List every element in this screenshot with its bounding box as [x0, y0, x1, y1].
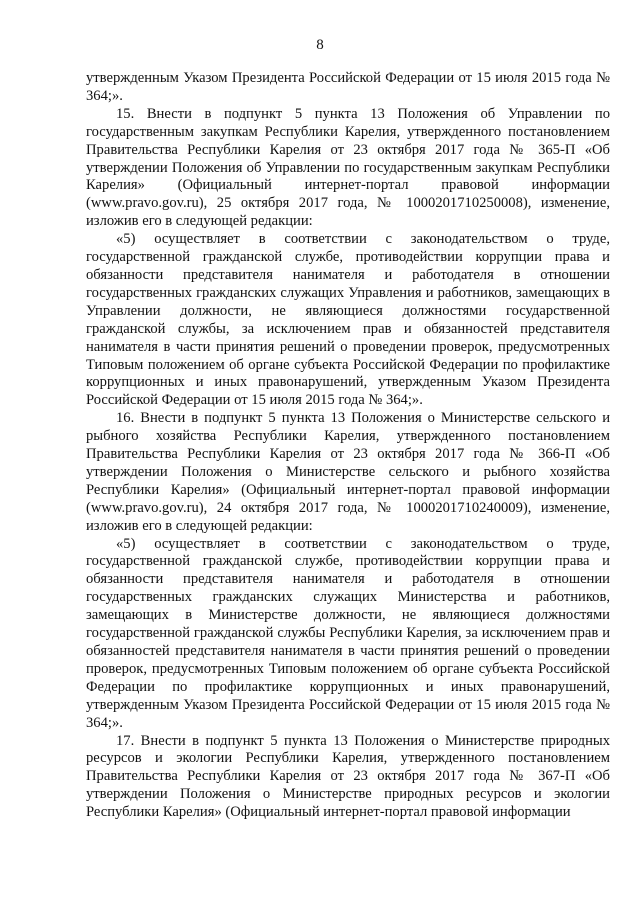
paragraph-item-16-amendment: «5) осуществляет в соответствии с законодательством о труде, государственной гражданской службе, противодействии коррупции права и обязанности представителя нанимателя и работодателя в отношении государственных гражданских служащих Министерства и работников, замещающих в Министерстве должности, не являющиеся должностями государственной гражданской службы Республики Карелия, за исключением прав и обязанностей представителя нанимателя в части принятия решений о проведении проверок, предусмотренных Типовым положением об органе субъекта Российской Федерации по профилактике коррупционных и иных правонарушений, утвержденным Указом Президента Российской Федерации от 15 июля 2015 года № 364;».: [86, 535, 610, 731]
page-number: 8: [316, 37, 324, 53]
paragraph-item-15: 15. Внести в подпункт 5 пункта 13 Положения об Управлении по государственным закупкам Республики Карелия, утвержденного постановлением Правительства Республики Карелия от 23 октября 2017 года № 365-П «Об утверждении Положения об Управлении по государственным закупкам Республики Карелия» (Официальный интернет-портал правовой информации (www.pravo.gov.ru), 25 октября 2017 года, № 1000201710250008), изменение, изложив его в следующей редакции:: [86, 105, 610, 230]
paragraph-item-16: 16. Внести в подпункт 5 пункта 13 Положения о Министерстве сельского и рыбного хозяйства Республики Карелия, утвержденного постановлением Правительства Республики Карелия от 23 октября 2017 года № 366-П «Об утверждении Положения о Министерстве сельского и рыбного хозяйства Республики Карелия» (Официальный интернет-портал правовой информации (www.pravo.gov.ru), 24 октября 2017 года, № 1000201710240009), изменение, изложив его в следующей редакции:: [86, 410, 610, 534]
paragraph-item-17: 17. Внести в подпункт 5 пункта 13 Положения о Министерстве природных ресурсов и экологии Республики Карелия, утвержденного постановлением Правительства Республики Карелия от 23 октября 2017 года № 367-П «Об утверждении Положения о Министерстве природных ресурсов и экологии Республики Карелия» (Официальный интернет-портал правовой информации: [86, 732, 610, 821]
paragraph-continuation: утвержденным Указом Президента Российской Федерации от 15 июля 2015 года № 364;».: [86, 70, 610, 104]
paragraph-item-15-amendment: «5) осуществляет в соответствии с законодательством о труде, государственной гражданской службе, противодействии коррупции права и обязанности представителя нанимателя и работодателя в отношении государственных гражданских служащих Управления и работников, замещающих в Управлении должности, не являющиеся должностями государственной гражданской службы, за исключением прав и обязанностей представителя нанимателя в части принятия решений о проведении проверок, предусмотренных Типовым положением об органе субъекта Российской Федерации по профилактике коррупционных и иных правонарушений, утвержденным Указом Президента Российской Федерации от 15 июля 2015 года № 364;».: [86, 231, 610, 409]
document-body: [86, 70, 610, 822]
